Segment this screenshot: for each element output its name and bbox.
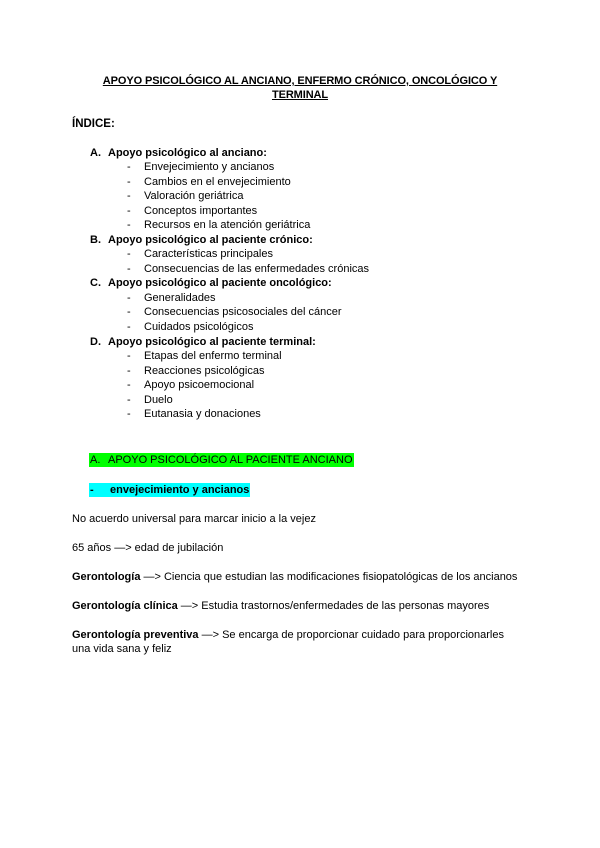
subsection-heading (89, 483, 250, 497)
paragraph-text: —> Se encarga de proporcionar cuidado para proporcionarles (198, 629, 504, 641)
paragraph-text: No acuerdo universal para marcar inicio a la vejez (72, 513, 316, 525)
index-label: ÍNDICE: (72, 118, 115, 130)
dash-bullet: - (127, 379, 131, 391)
term-bold: Gerontología clínica (72, 600, 178, 612)
index-item-label: Cuidados psicológicos (144, 321, 254, 333)
index-item-label: Duelo (144, 394, 173, 406)
dash-bullet: - (127, 408, 131, 420)
cyan-highlight (89, 483, 250, 497)
dash-bullet: - (127, 219, 131, 231)
index-section-c (90, 276, 332, 290)
index-section-letter: D. (90, 336, 101, 348)
index-item-label: Conceptos importantes (144, 205, 258, 217)
index-section-letter: B. (90, 234, 101, 246)
index-item-label: Eutanasia y donaciones (144, 408, 261, 420)
paragraph-continuation (72, 642, 172, 656)
index-item-label: Valoración geriátrica (144, 190, 244, 202)
subsection-heading-text: envejecimiento y ancianos (110, 484, 250, 496)
dash-bullet: - (127, 292, 131, 304)
section-heading (89, 453, 354, 467)
index-item-label: Generalidades (144, 292, 216, 304)
index-section-b (90, 233, 313, 247)
paragraph-text: —> Ciencia que estudian las modificaciones fisiopatológicas de los ancianos (140, 571, 518, 583)
paragraph-text: una vida sana y feliz (72, 643, 172, 655)
dash-bullet: - (127, 365, 131, 377)
index-section-label: Apoyo psicológico al paciente oncológico: (108, 277, 332, 289)
index-section-letter: A. (90, 147, 101, 159)
document-title-line-1: APOYO PSICOLÓGICO AL ANCIANO, ENFERMO CRÓNICO, ONCOLÓGICO Y (102, 75, 498, 87)
dash-bullet: - (127, 350, 131, 362)
dash-bullet: - (127, 161, 131, 173)
index-section-label: Apoyo psicológico al anciano: (108, 147, 267, 159)
index-section-letter: C. (90, 277, 101, 289)
dash-bullet: - (127, 321, 131, 333)
paragraph-text: 65 años —> edad de jubilación (72, 542, 224, 554)
index-item-label: Consecuencias de las enfermedades crónicas (144, 263, 370, 275)
green-highlight (89, 453, 354, 467)
dash-bullet: - (127, 205, 131, 217)
section-heading-letter: A. (90, 454, 101, 466)
dash-bullet: - (127, 394, 131, 406)
index-item-label: Consecuencias psicosociales del cáncer (144, 306, 342, 318)
subsection-bullet: - (90, 484, 94, 496)
paragraph-text: —> Estudia trastornos/enfermedades de las personas mayores (177, 600, 490, 612)
paragraph (72, 570, 517, 584)
dash-bullet: - (127, 190, 131, 202)
index-item-label: Cambios en el envejecimiento (144, 176, 291, 188)
index-item-label: Etapas del enfermo terminal (144, 350, 282, 362)
term-bold: Gerontología preventiva (72, 629, 199, 641)
paragraph (72, 628, 504, 642)
index-section-a (90, 146, 267, 160)
index-item-label: Envejecimiento y ancianos (144, 161, 275, 173)
index-section-label: Apoyo psicológico al paciente terminal: (108, 336, 316, 348)
index-section-label: Apoyo psicológico al paciente crónico: (108, 234, 313, 246)
document-title-line-2: TERMINAL (271, 89, 329, 101)
paragraph (72, 512, 316, 526)
dash-bullet: - (127, 176, 131, 188)
index-section-d (90, 335, 316, 349)
index-item-label: Apoyo psicoemocional (144, 379, 255, 391)
paragraph (72, 599, 489, 613)
index-item-label: Recursos en la atención geriátrica (144, 219, 311, 231)
index-item-label: Reacciones psicológicas (144, 365, 265, 377)
section-heading-text: APOYO PSICOLÓGICO AL PACIENTE ANCIANO (108, 454, 353, 466)
dash-bullet: - (127, 248, 131, 260)
index-item-label: Características principales (144, 248, 273, 260)
dash-bullet: - (127, 263, 131, 275)
dash-bullet: - (127, 306, 131, 318)
term-bold: Gerontología (72, 571, 141, 583)
paragraph (72, 541, 223, 555)
